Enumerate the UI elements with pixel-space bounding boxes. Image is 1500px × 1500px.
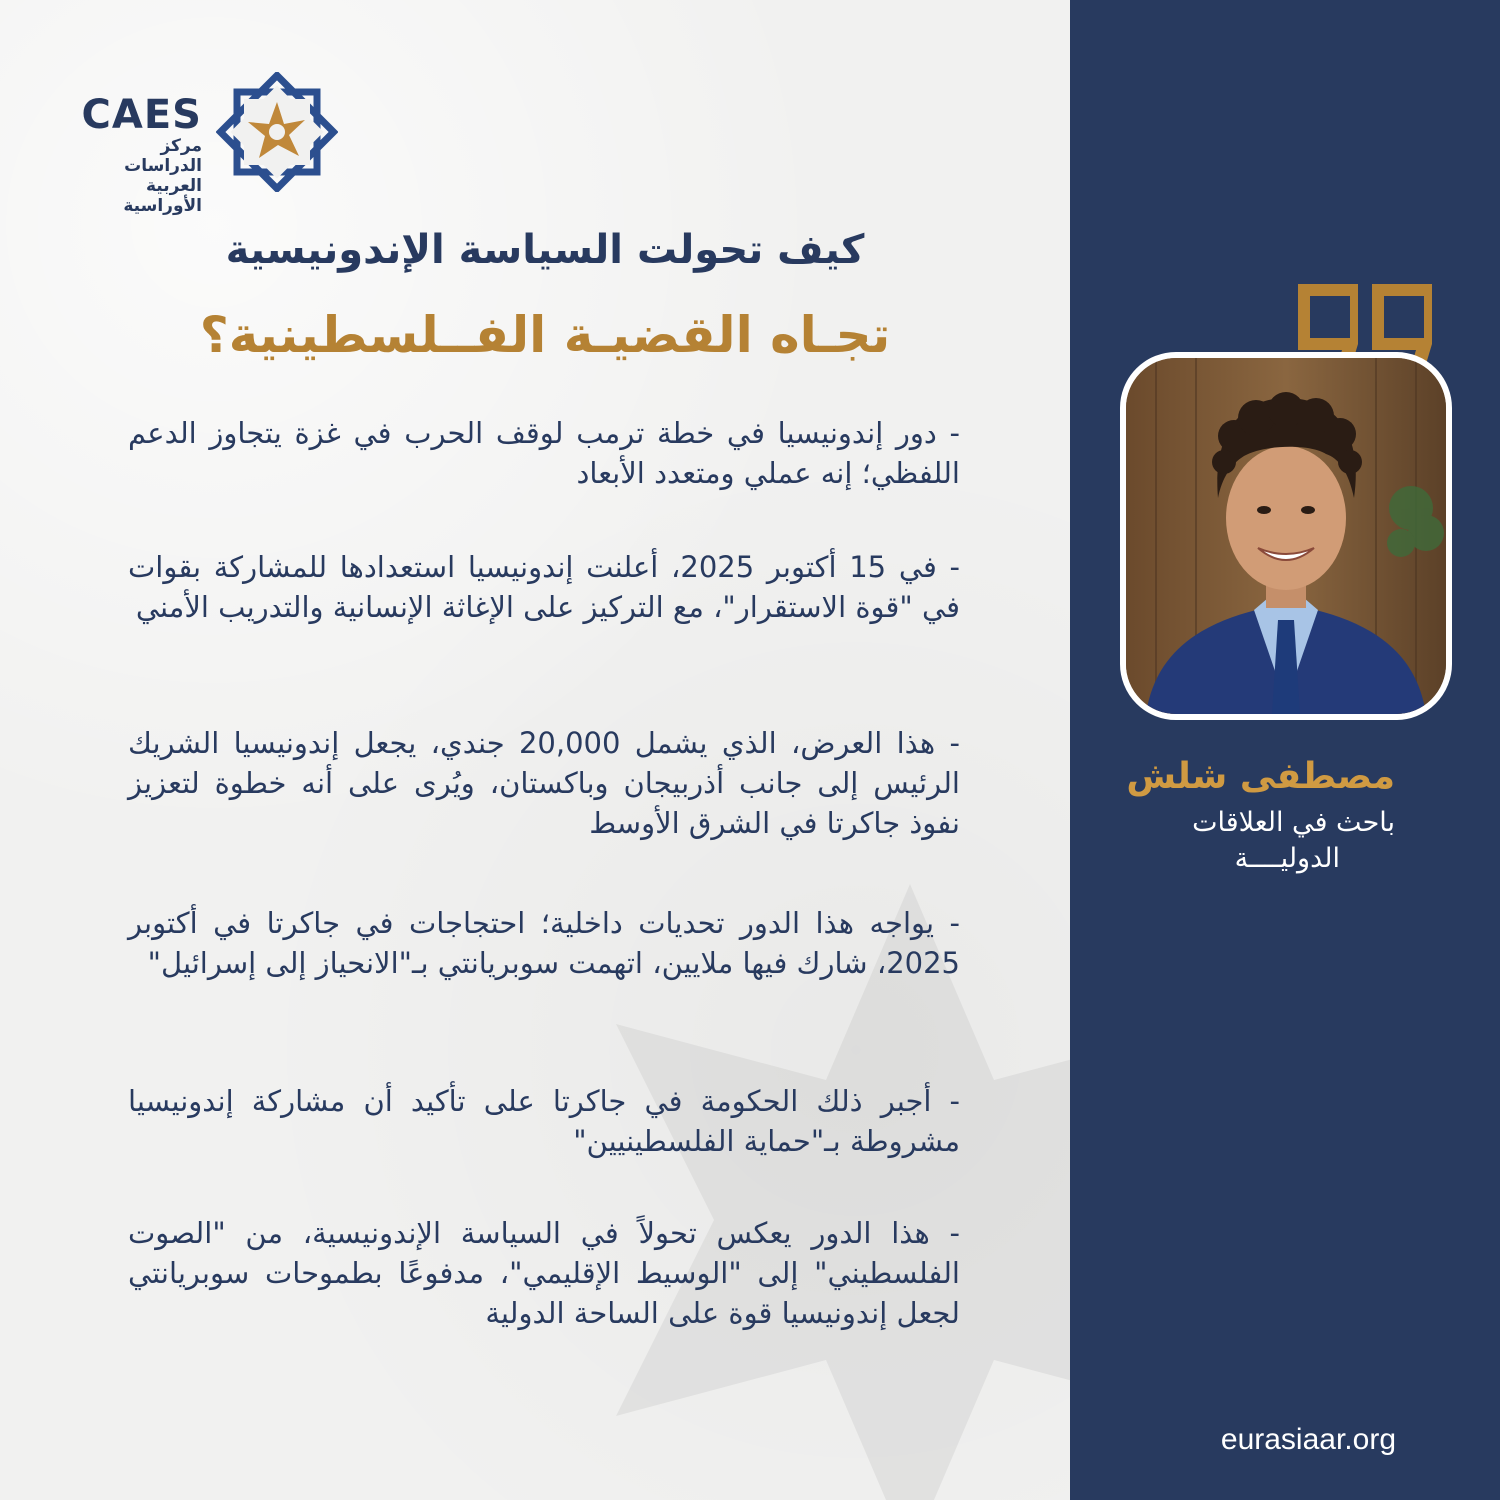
paragraph-3: - هذا العرض، الذي يشمل 20,000 جندي، يجعل إندونيسيا الشريك الرئيس إلى جانب أذربيجان وباكستان، ويُرى على أنه خطوة لتعزيز نفوذ جاكرتا في الشرق الأوسط	[128, 726, 960, 840]
caes-star-logo-icon	[216, 72, 338, 192]
page-title-line2: تجـاه القضيـة الفــلسطينية؟	[199, 306, 891, 364]
caes-logo	[78, 72, 340, 216]
author-photo	[1120, 352, 1452, 720]
author-name: مصطفى شلش	[1126, 756, 1395, 797]
author-role-line1: باحث في العلاقات	[1192, 807, 1395, 838]
author-role-line2: الدوليــــة	[1234, 843, 1340, 874]
website-link[interactable]: eurasiaar.org	[1220, 1423, 1396, 1456]
paragraph-5: - أجبر ذلك الحكومة في جاكرتا على تأكيد أن مشاركة إندونيسيا مشروطة بـ"حماية الفلسطينيين"	[128, 1084, 960, 1158]
logo-name-line2: العربية الأوراسية	[123, 176, 202, 216]
logo-text	[78, 94, 202, 216]
author-sidebar	[1070, 0, 1500, 1500]
paragraph-6: - هذا الدور يعكس تحولاً في السياسة الإندونيسية، من "الصوت الفلسطيني" إلى "الوسيط الإقليمي"، مدفوعًا بطموحات سوبريانتي لجعل إندونيسيا قوة على الساحة الدولية	[128, 1216, 960, 1330]
paragraph-4: - يواجه هذا الدور تحديات داخلية؛ احتجاجات في جاكرتا في أكتوبر 2025، شارك فيها ملايين، اتهمت سوبريانتي بـ"الانحياز إلى إسرائيل"	[128, 906, 960, 980]
paragraph-2: - في 15 أكتوبر 2025، أعلنت إندونيسيا استعدادها للمشاركة بقوات في "قوة الاستقرار"، مع التركيز على الإغاثة الإنسانية والتدريب الأمني	[128, 550, 961, 624]
logo-acronym: CAES	[81, 92, 202, 138]
author-portrait-illustration	[1126, 358, 1446, 714]
logo-name-line1: مركز الدراسات	[124, 136, 202, 176]
paragraph-1: - دور إندونيسيا في خطة ترمب لوقف الحرب في غزة يتجاوز الدعم اللفظي؛ إنه عملي ومتعدد الأبعاد	[128, 416, 960, 490]
page-title-line1: كيف تحولت السياسة الإندونيسية	[225, 227, 865, 273]
